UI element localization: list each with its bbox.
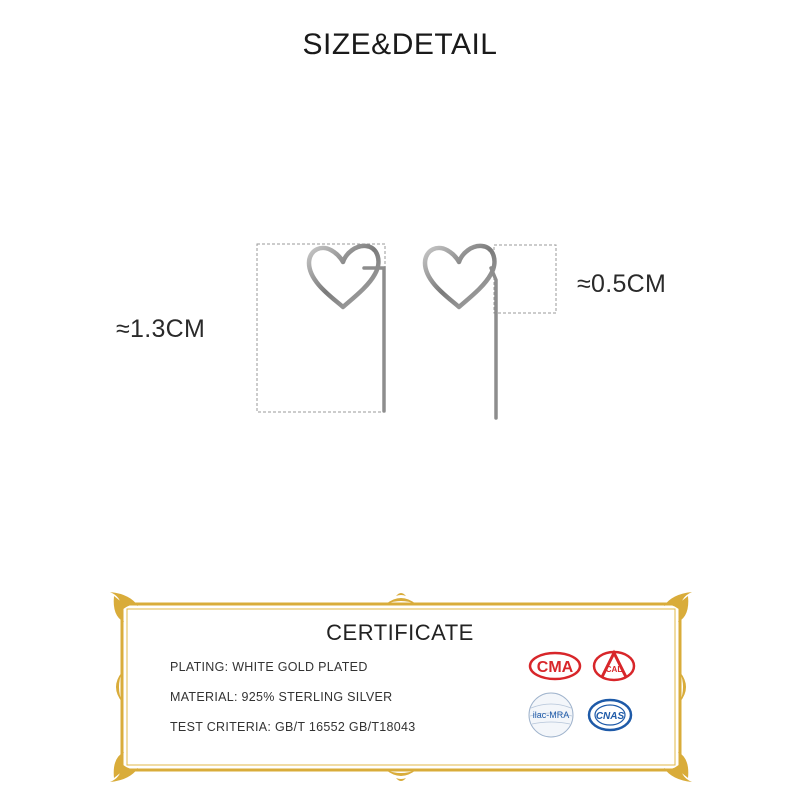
cnas-logo-text: CNAS bbox=[595, 711, 625, 722]
material-line: MATERIAL: 925% STERLING SILVER bbox=[170, 690, 393, 704]
left-heart-earring bbox=[309, 246, 378, 307]
plating-line: PLATING: WHITE GOLD PLATED bbox=[170, 660, 368, 674]
total-length-label: ≈1.3CM bbox=[116, 315, 206, 343]
ilac-mra-logo-icon bbox=[526, 690, 576, 740]
cal-logo-text: CAL bbox=[605, 665, 623, 674]
ilac-mra-logo-text: ilac-MRA bbox=[532, 710, 570, 720]
cnas-logo-icon bbox=[586, 696, 634, 734]
cal-logo-icon bbox=[590, 648, 638, 684]
page-title: SIZE&DETAIL bbox=[302, 28, 498, 61]
left-earring-post bbox=[364, 268, 384, 411]
certificate-title: CERTIFICATE bbox=[326, 620, 474, 645]
right-heart-earring bbox=[425, 246, 494, 307]
heart-width-label: ≈0.5CM bbox=[577, 270, 667, 298]
width-guide-box bbox=[494, 245, 556, 313]
cma-logo-text: CMA bbox=[536, 659, 574, 676]
test-criteria-line: TEST CRITERIA: GB/T 16552 GB/T18043 bbox=[170, 720, 416, 734]
right-earring-post bbox=[491, 268, 496, 418]
cma-logo-icon bbox=[528, 650, 582, 682]
